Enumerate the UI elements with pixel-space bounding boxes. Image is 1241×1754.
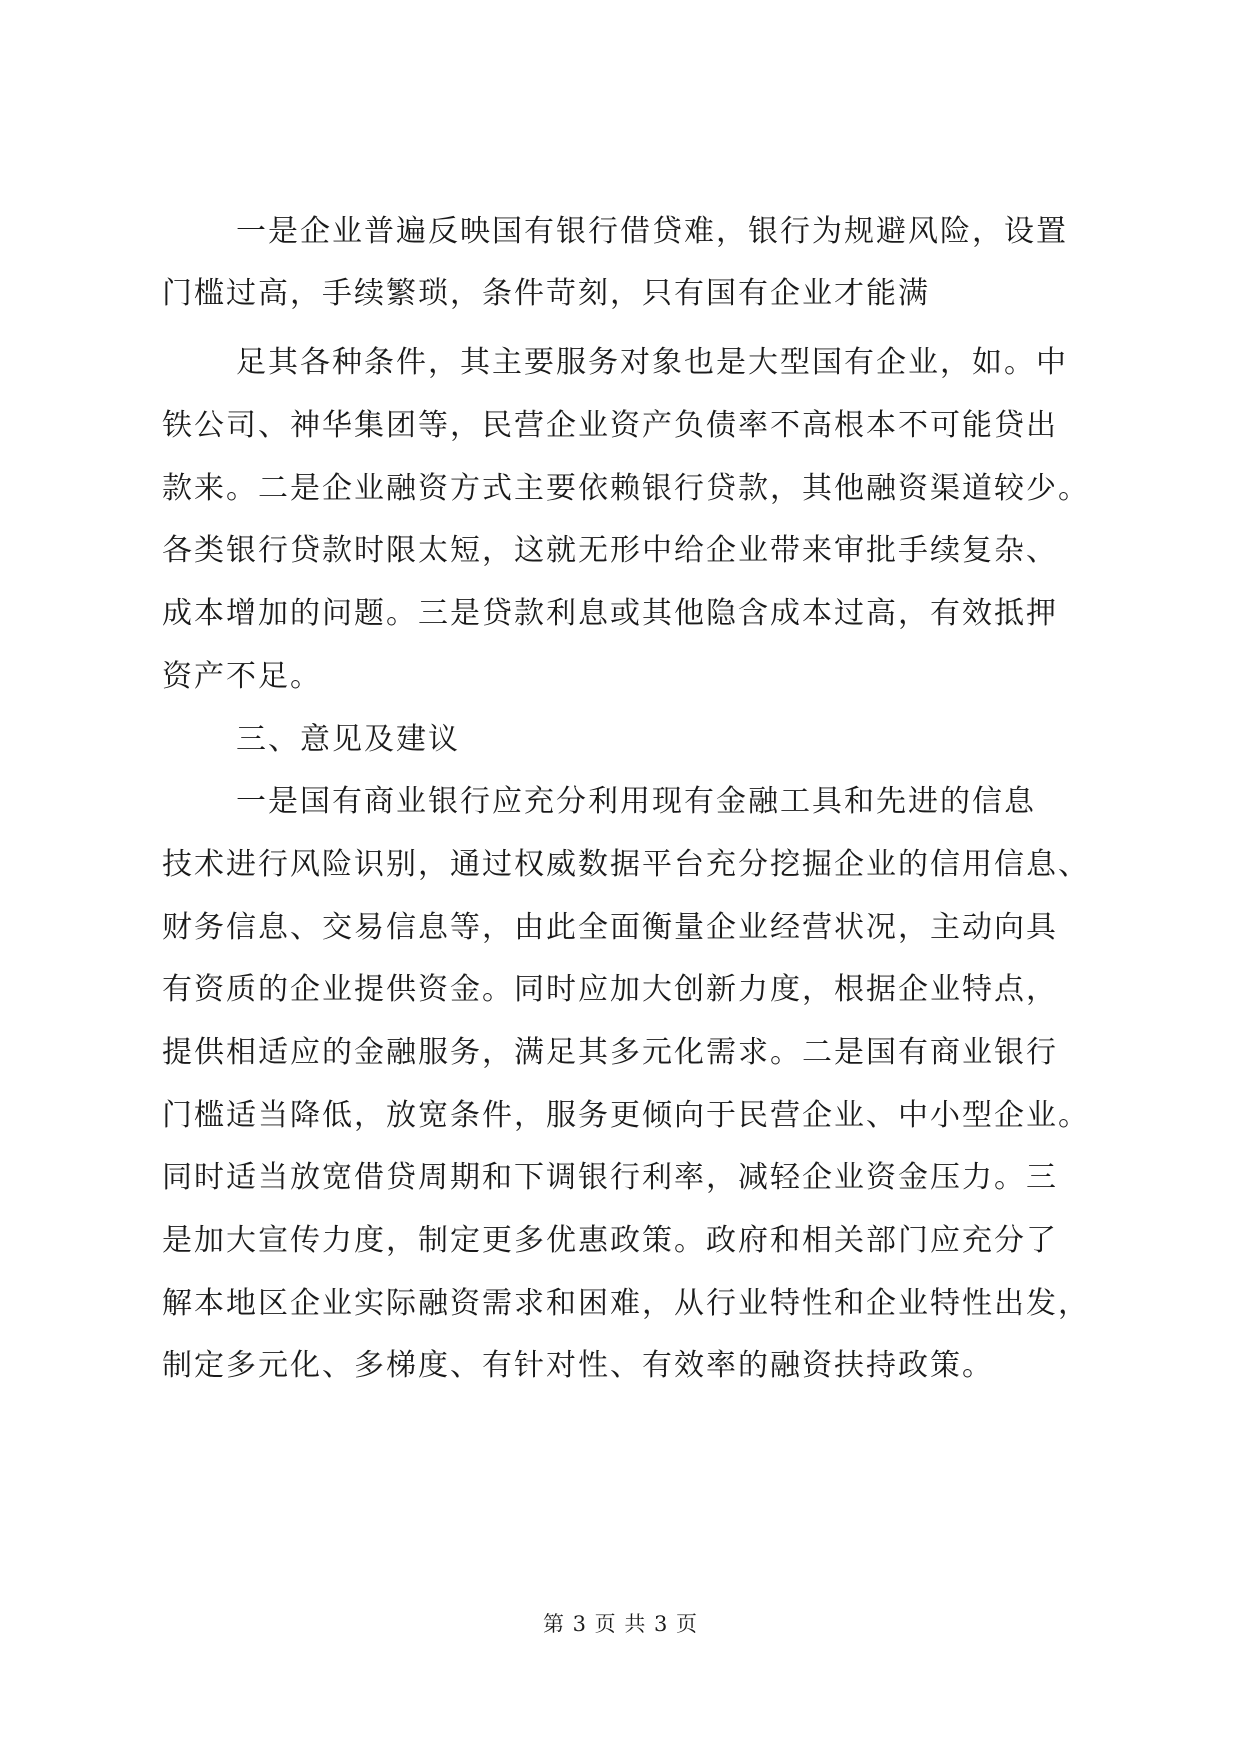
text-line: 一是国有商业银行应充分利用现有金融工具和先进的信息: [236, 784, 1036, 819]
text-line: 各类银行贷款时限太短，这就无形中给企业带来审批手续复杂、: [162, 533, 1058, 568]
text-line: 铁公司、神华集团等，民营企业资产负债率不高根本不可能贷出: [162, 408, 1058, 443]
text-line: 足其各种条件，其主要服务对象也是大型国有企业，如。中: [236, 345, 1068, 380]
text-line: 一是企业普遍反映国有银行借贷难，银行为规避风险，设置: [236, 214, 1068, 249]
text-line: 门槛过高，手续繁琐，条件苛刻，只有国有企业才能满: [162, 276, 930, 311]
text-line: 解本地区企业实际融资需求和困难，从行业特性和企业特性出发，: [162, 1286, 1090, 1321]
text-line: 是加大宣传力度，制定更多优惠政策。政府和相关部门应充分了: [162, 1223, 1058, 1258]
page-number-footer: 第 3 页 共 3 页: [542, 1612, 699, 1636]
text-line: 同时适当放宽借贷周期和下调银行利率，减轻企业资金压力。三: [162, 1160, 1058, 1195]
text-line: 成本增加的问题。三是贷款利息或其他隐含成本过高，有效抵押: [162, 596, 1058, 631]
text-line: 门槛适当降低，放宽条件，服务更倾向于民营企业、中小型企业。: [162, 1098, 1090, 1133]
text-line: 有资质的企业提供资金。同时应加大创新力度，根据企业特点，: [162, 972, 1058, 1007]
text-line: 资产不足。: [162, 659, 322, 694]
section-heading: 三、意见及建议: [236, 722, 460, 757]
text-line: 财务信息、交易信息等，由此全面衡量企业经营状况，主动向具: [162, 910, 1058, 945]
text-line: 制定多元化、多梯度、有针对性、有效率的融资扶持政策。: [162, 1348, 994, 1383]
text-line: 款来。二是企业融资方式主要依赖银行贷款，其他融资渠道较少。: [162, 471, 1090, 506]
text-line: 技术进行风险识别，通过权威数据平台充分挖掘企业的信用信息、: [162, 847, 1090, 882]
text-line: 提供相适应的金融服务，满足其多元化需求。二是国有商业银行: [162, 1035, 1058, 1070]
